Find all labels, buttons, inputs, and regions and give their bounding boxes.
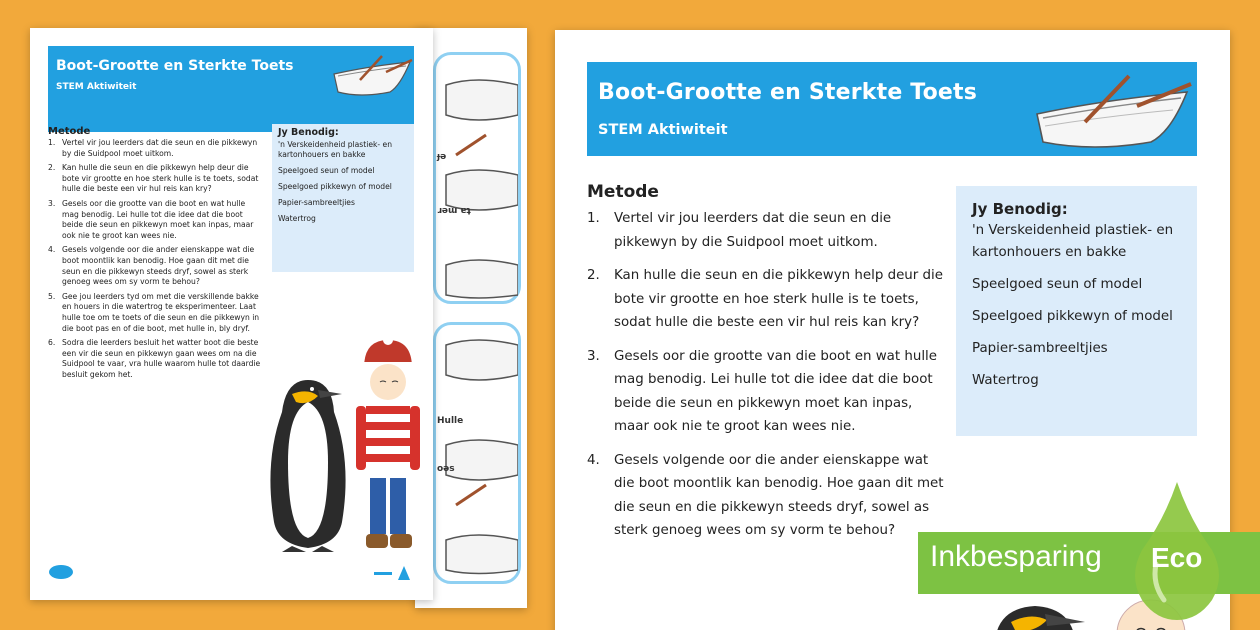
needs-item: Papier-sambreeltjies xyxy=(972,341,1108,356)
small-needs-heading: Jy Benodig: xyxy=(278,127,339,138)
step-text: Vertel vir jou leerders dat die seun en die pikkewyn by die Suidpool moet uitkom. xyxy=(62,138,258,158)
list-item xyxy=(587,345,947,439)
method-heading: Metode xyxy=(587,182,659,202)
step-number: 3. xyxy=(587,348,600,364)
small-page-subtitle: STEM Aktiwiteit xyxy=(56,82,137,92)
list-item xyxy=(48,338,268,380)
needs-item: Speelgoed pikkewyn of model xyxy=(972,309,1173,324)
twinkl-logo-icon xyxy=(48,564,74,580)
step-number: 2. xyxy=(48,163,56,173)
needs-item: Watertrog xyxy=(972,373,1039,388)
page-title: Boot-Grootte en Sterkte Toets xyxy=(598,80,978,105)
back-fragment: ɹəɯ ɐʇ xyxy=(437,206,471,216)
step-number: 5. xyxy=(48,291,56,301)
step-number: 2. xyxy=(587,268,600,283)
list-item xyxy=(48,138,268,159)
list-item xyxy=(48,292,268,334)
rowboat-icon xyxy=(436,325,518,581)
back-fragment: Hulle xyxy=(437,416,464,426)
list-item xyxy=(48,163,268,195)
large-title-banner xyxy=(587,62,1197,156)
small-footer xyxy=(48,564,414,584)
needs-item: Papier-sambreeltjies xyxy=(278,198,355,207)
back-card-bottom xyxy=(433,322,521,584)
rowboat-icon xyxy=(436,55,518,301)
back-card-top xyxy=(433,52,521,304)
needs-item: Watertrog xyxy=(278,214,316,223)
needs-item: 'n Verskeidenheid plastiek- en kartonhouers en bakke xyxy=(278,140,393,159)
back-fragment: ɟə xyxy=(437,152,447,162)
small-title-banner xyxy=(48,46,414,132)
step-number: 1. xyxy=(587,211,600,226)
list-item xyxy=(48,199,268,241)
needs-item: 'n Verskeidenheid plastiek- en kartonhouers en bakke xyxy=(972,223,1174,260)
step-number: 3. xyxy=(48,198,56,208)
step-number: 6. xyxy=(48,338,56,348)
back-fragment: oəs xyxy=(437,464,455,474)
list-item xyxy=(587,264,947,335)
step-text: Kan hulle die seun en die pikkewyn help deur die bote vir grootte en hoe sterk hulle is te toets, sodat hulle die beste een vir hul reis kan kry? xyxy=(62,163,259,194)
rowboat-icon xyxy=(1033,70,1193,154)
needs-item: Speelgoed seun of model xyxy=(278,166,375,175)
needs-box xyxy=(956,186,1197,436)
list-item xyxy=(48,245,268,287)
step-text: Gesels oor die grootte van die boot en wat hulle mag benodig. Lei hulle tot die idee dat die boot beide die seun en pikkewyn moet kan inpas, maar ook nie te groot kan wees nie. xyxy=(62,198,254,240)
needs-item: Speelgoed pikkewyn of model xyxy=(278,182,392,191)
needs-heading: Jy Benodig: xyxy=(972,200,1068,218)
step-text: Gesels volgende oor die ander eienskappe wat die boot moontlik kan benodig. Hoe gaan dit met die seun en die pikkewyn steeds dryf, sowel as sterk genoeg wees om sy vorm te behou? xyxy=(614,452,944,538)
small-page-title: Boot-Grootte en Sterkte Toets xyxy=(56,58,294,74)
small-needs-box xyxy=(272,124,414,272)
step-number: 1. xyxy=(48,138,56,147)
list-item xyxy=(587,207,947,254)
small-method-heading: Metode xyxy=(48,126,91,137)
list-item xyxy=(587,449,947,543)
page-subtitle: STEM Aktiwiteit xyxy=(598,122,728,138)
step-text: Kan hulle die seun en die pikkewyn help deur die bote vir grootte en hoe sterk hulle is te toets, sodat hulle die beste een vir hul reis kan kry? xyxy=(614,268,944,330)
step-number: 4. xyxy=(587,452,600,468)
eco-drop-label: Eco xyxy=(1151,542,1203,573)
step-text: Gesels volgende oor die ander eienskappe wat die boot moontlik kan benodig. Hoe gaan dit met die seun en die pikkewyn steeds dryf, sowel as sterk genoeg wees om sy vorm te behou? xyxy=(62,245,255,287)
step-text: Gee jou leerders tyd om met die verskillende bakke en houers in die watertrog te eksperimenteer. Laat hulle toe om te toets of die seun en die pikkewyn in die boot pas en of die boot, met hulle in, bly dryf. xyxy=(62,291,260,333)
small-worksheet-page xyxy=(30,28,433,600)
needs-item: Speelgoed seun of model xyxy=(972,277,1143,292)
rowboat-icon xyxy=(330,52,414,102)
small-method-list xyxy=(48,138,268,384)
twinkl-logo-icon xyxy=(374,564,414,582)
eco-ink-saving-badge xyxy=(918,480,1260,630)
boy-icon xyxy=(350,334,424,554)
penguin-icon xyxy=(262,372,354,554)
step-text: Gesels oor die grootte van die boot en wat hulle mag benodig. Lei hulle tot die idee dat die boot beide die seun en pikkewyn moet kan inpas, maar ook nie te groot kan wees nie. xyxy=(614,348,938,434)
step-text: Vertel vir jou leerders dat die seun en die pikkewyn by die Suidpool moet uitkom. xyxy=(614,211,892,250)
method-list xyxy=(587,207,947,553)
eco-badge-label: Inkbesparing xyxy=(930,540,1102,573)
step-text: Sodra die leerders besluit het watter boot die beste een vir die seun en pikkewyn gaan wees om na die Suidpool te vaar, vra hulle waarom hulle tot daardie besluit gekom het. xyxy=(62,338,261,379)
step-number: 4. xyxy=(48,245,56,255)
